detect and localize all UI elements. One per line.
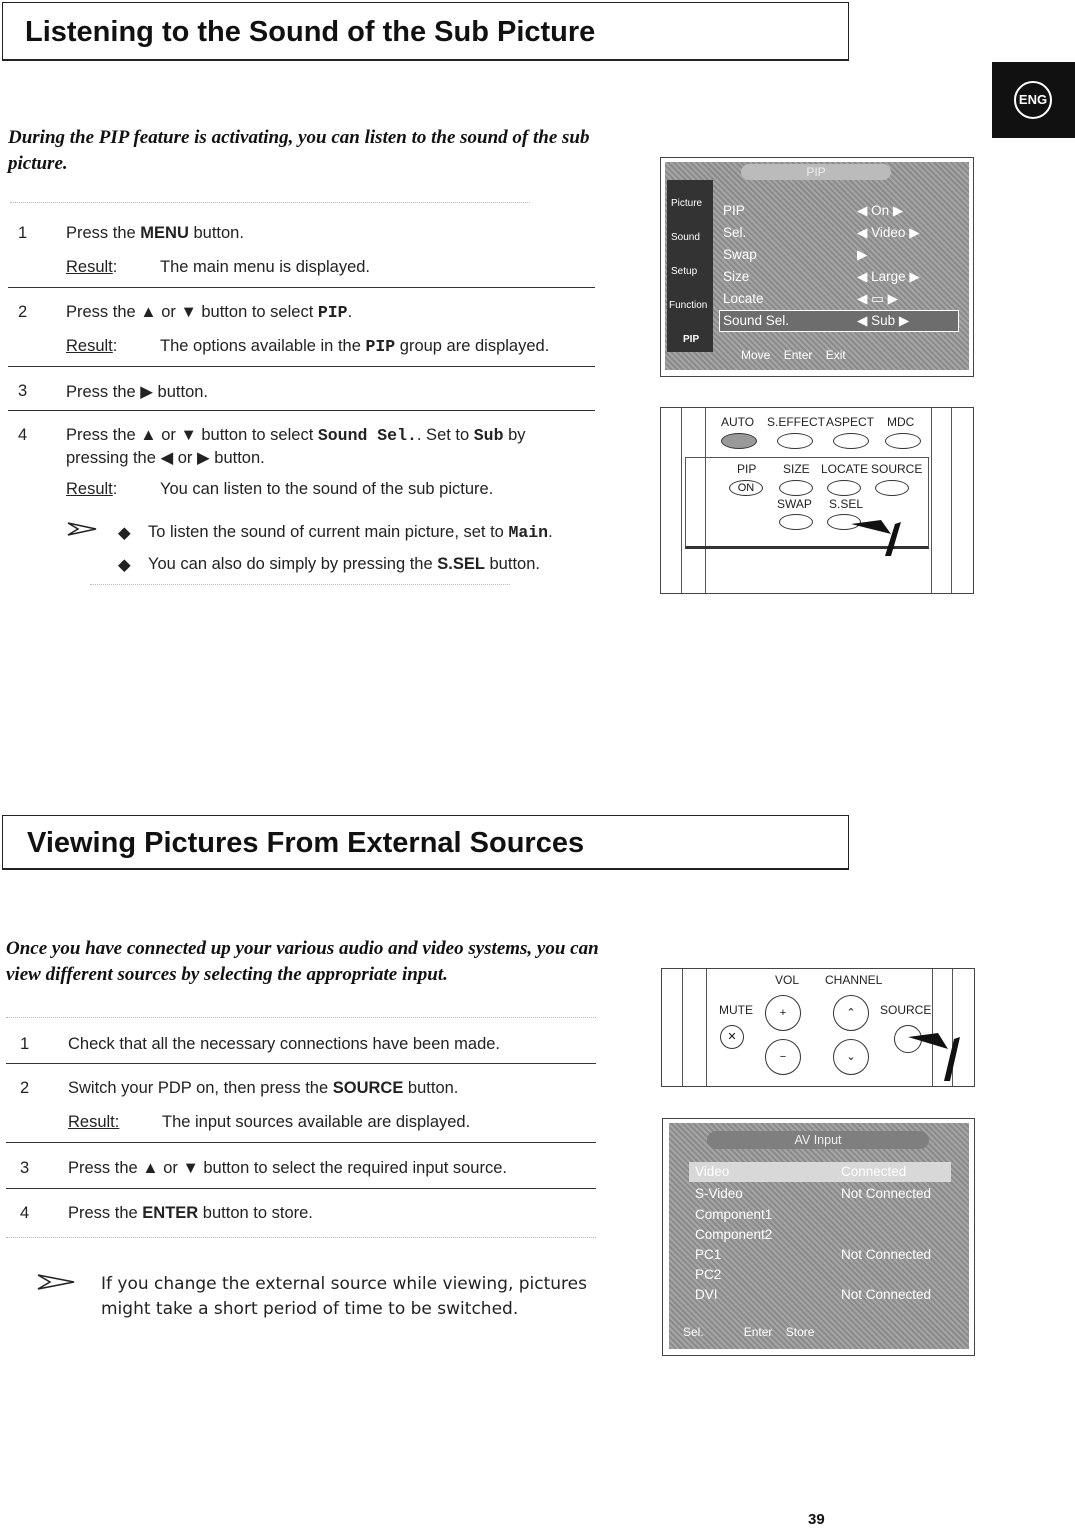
swap-button[interactable] <box>779 514 813 530</box>
eng-icon: ENG <box>1014 81 1052 119</box>
osd-title: AV Input <box>707 1131 929 1149</box>
section-intro: Once you have connected up your various audio and video systems, you can view different sources by selecting the appropriate input. <box>6 938 599 985</box>
section-intro: During the PIP feature is activating, you can listen to the sound of the sub picture. <box>8 127 590 174</box>
vol-up-button[interactable]: + <box>765 995 801 1031</box>
size-button[interactable] <box>779 480 813 496</box>
note-arrow-icon <box>66 520 98 543</box>
pointer-arrow-icon <box>851 516 911 563</box>
auto-button[interactable] <box>721 433 757 449</box>
mdc-button[interactable] <box>885 433 921 449</box>
step-result: Result: <box>66 258 118 276</box>
mute-button[interactable]: ✕ <box>720 1025 744 1049</box>
section-title-box <box>2 2 849 61</box>
pip-menu-screen: PIP Picture Sound Setup Function PIP PIP ◀ On ▶ Sel. ◀ Video ▶ Swap ▶ Size ◀ Large ▶ Locate ◀ ▭ ▶ Sound Sel. ◀ Sub ▶ Move Enter Exit <box>660 157 974 377</box>
aspect-button[interactable] <box>833 433 869 449</box>
remote-source-buttons: VOL CHANNEL MUTE SOURCE + ⌃ ✕ − ⌄ <box>661 968 975 1087</box>
page-number: 39 <box>808 1511 825 1528</box>
channel-up-button[interactable]: ⌃ <box>833 995 869 1031</box>
remote-pip-buttons: AUTO S.EFFECT ASPECT MDC PIP SIZE LOCATE SOURCE ON SWAP S.SEL <box>660 407 974 594</box>
note-arrow-icon <box>36 1272 76 1297</box>
note-text: If you change the external source while viewing, pictures might take a short period of time to be switched. <box>101 1274 587 1319</box>
pointer-arrow-icon <box>908 1029 966 1088</box>
diamond-icon: ◆ <box>118 524 131 542</box>
language-tab <box>992 62 1075 138</box>
source-button[interactable] <box>875 480 909 496</box>
av-input-screen: AV Input Video Connected S-Video Not Connected Component1 Component2 PC1 Not Connected PC2 DVI Not Connected Sel. Enter Store <box>662 1118 975 1356</box>
osd-footer: Sel. Enter Store <box>683 1325 815 1339</box>
step-result: Result: <box>68 1113 120 1131</box>
locate-button[interactable] <box>827 480 861 496</box>
pip-on-button[interactable]: ON <box>729 480 763 496</box>
step-result: Result: <box>66 337 118 355</box>
s-effect-button[interactable] <box>777 433 813 449</box>
diamond-icon: ◆ <box>118 556 131 574</box>
section-title-box <box>2 815 849 870</box>
step-result: Result: <box>66 480 118 498</box>
channel-down-button[interactable]: ⌄ <box>833 1039 869 1075</box>
osd-title: PIP <box>741 164 891 180</box>
section-title: Listening to the Sound of the Sub Picture <box>25 16 596 48</box>
section-title: Viewing Pictures From External Sources <box>27 827 585 859</box>
osd-side-tabs: Picture Sound Setup Function PIP <box>667 180 713 352</box>
vol-down-button[interactable]: − <box>765 1039 801 1075</box>
osd-footer: Move Enter Exit <box>741 348 846 362</box>
